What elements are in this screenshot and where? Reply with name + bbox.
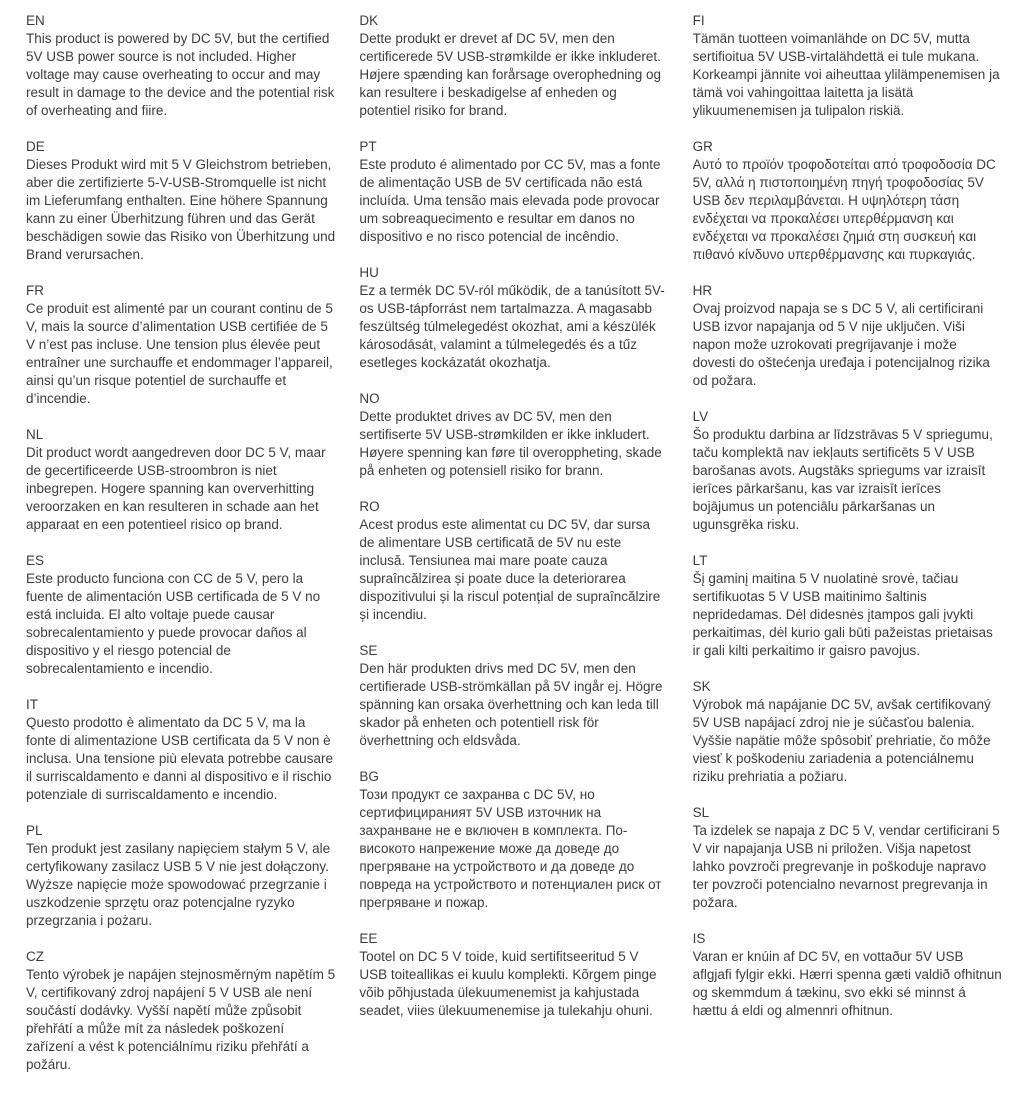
language-code: ES <box>26 553 45 568</box>
notice-section-es <box>26 552 335 678</box>
notice-section-ro <box>359 498 668 624</box>
language-code: GR <box>692 139 713 154</box>
language-code: EN <box>26 13 45 28</box>
notice-text: Tämän tuotteen voimanlähde on DC 5V, mutta sertifioitua 5V USB-virtalähdettä ei tule mukana. Korkeampi jännite voi aiheuttaa ylilämpenemisen ja tämä voi vahingoittaa laitetta ja lisätä ylikuumenemisen ja tulipalon riskiä. <box>692 31 1000 118</box>
notice-text: Dette produktet drives av DC 5V, men den sertifiserte 5V USB-strømkilden er ikke inkludert. Høyere spenning kan føre til overoppheting, skade på enheten og potensiell risiko for brann. <box>359 409 662 478</box>
column-1 <box>26 12 335 1092</box>
notice-text: Šo produktu darbina ar līdzstrāvas 5 V spriegumu, taču komplektā nav iekļauts sertificēts 5 V USB barošanas avots. Augstāks spriegums var izraisīt ierīces pārkaršanu, kas var izraisīt ierīces bojājumus un potenciālu pārkaršanas un ugunsgrēka risku. <box>692 427 993 532</box>
notice-text: Questo prodotto è alimentato da DC 5 V, ma la fonte di alimentazione USB certificata da 5 V non è inclusa. Una tensione più elevata potrebbe causare il surriscaldamento e danni al dispositivo e il rischio potenziale di surriscaldamento e incendio. <box>26 715 333 802</box>
language-code: SE <box>359 643 378 658</box>
notice-text: Varan er knúin af DC 5V, en vottaður 5V USB aflgjafi fylgir ekki. Hærri spenna gæti valdið ofhitnun og skemmdum á tækinu, svo ekki sé minnst á hættu á eldi og almennri ofhitnun. <box>692 949 1002 1018</box>
language-code: FR <box>26 283 44 298</box>
language-code: NL <box>26 427 44 442</box>
notice-text: Šį gaminį maitina 5 V nuolatinė srovė, tačiau sertifikuotas 5 V USB maitinimo šaltinis nepridedamas. Dėl didesnės įtampos gali įvykti perkaitimas, dėl kurio gali būti pažeistas prietaisas ir gali kilti perkaitimo ir gaisro pavojus. <box>692 571 993 658</box>
notice-section-lv <box>693 408 1002 534</box>
language-code: PT <box>359 139 377 154</box>
language-code: NO <box>359 391 380 406</box>
language-code: SL <box>692 805 710 820</box>
language-code: DE <box>26 139 45 154</box>
language-code: EE <box>359 931 378 946</box>
notice-text: Този продукт се захранва с DC 5V, но сертифицираният 5V USB източник на захранване не е включен в комплекта. По-високото напрежение може да доведе до прегряване на устройството и да доведе до повреда на устройството и потенциален риск от прегряване и пожар. <box>359 787 662 910</box>
notice-section-no <box>359 390 668 480</box>
notice-section-nl <box>26 426 335 534</box>
notice-section-fi <box>693 12 1002 120</box>
notice-section-se <box>359 642 668 750</box>
column-3 <box>693 12 1002 1092</box>
notice-text: Den här produkten drivs med DC 5V, men den certifierade USB-strömkällan på 5V ingår ej. Högre spänning kan orsaka överhettning och kan leda till skador på enheten och potentiell risk för överhettning och eldsvåda. <box>359 661 663 748</box>
notice-section-it <box>26 696 335 804</box>
notice-text: Acest produs este alimentat cu DC 5V, dar sursa de alimentare USB certificată de 5V nu este inclusă. Tensiunea mai mare poate cauza supraîncălzirea și poate duce la deteriorarea dispozitivului și la riscul potențial de supraîncălzire și incendiu. <box>359 517 661 622</box>
notice-text: Dit product wordt aangedreven door DC 5 V, maar de gecertificeerde USB-stroombron is niet inbegrepen. Hogere spanning kan oververhitting veroorzaken en kan resulteren in schade aan het apparaat en een potentieel risico op brand. <box>26 445 326 532</box>
column-2 <box>359 12 668 1092</box>
notice-text: Este producto funciona con CC de 5 V, pero la fuente de alimentación USB certificada de 5 V no está incluida. El alto voltaje puede causar sobrecalentamiento y puede provocar daños al dispositivo y el riesgo potencial de sobrecalentamiento e incendio. <box>26 571 321 676</box>
notice-section-sl <box>693 804 1002 912</box>
notice-section-is <box>693 930 1002 1020</box>
notice-section-fr <box>26 282 335 408</box>
notice-section-gr <box>693 138 1002 264</box>
language-code: DK <box>359 13 379 28</box>
language-code: CZ <box>26 949 44 964</box>
notice-section-pl <box>26 822 335 930</box>
notice-section-lt <box>693 552 1002 660</box>
notice-text: Dieses Produkt wird mit 5 V Gleichstrom betrieben, aber die zertifizierte 5-V-USB-Stromquelle ist nicht im Lieferumfang enthalten. Eine höhere Spannung kann zu einer Überhitzung führen und das Gerät beschädigen sowie das Risiko von Überhitzung und Brand verursachen. <box>26 157 336 262</box>
notice-text: Ovaj proizvod napaja se s DC 5 V, ali certificirani USB izvor napajanja od 5 V nije uključen. Viši napon može uzrokovati pregrijavanje i može dovesti do oštećenja uređaja i potencijalnog rizika od požara. <box>692 301 990 388</box>
notice-text: Αυτό το προϊόν τροφοδοτείται από τροφοδοσία DC 5V, αλλά η πιστοποιημένη πηγή τροφοδοσίας 5V USB δεν περιλαμβάνεται. Η υψηλότερη τάση ενδέχεται να προκαλέσει υπερθέρμανση και ενδέχεται να προκαλέσει ζημιά στη συσκευή και πιθανό κίνδυνο υπερθέρμανσης και πυρκαγιάς. <box>692 157 996 262</box>
language-code: RO <box>359 499 380 514</box>
notice-section-pt <box>359 138 668 246</box>
notice-text: Este produto é alimentado por CC 5V, mas a fonte de alimentação USB de 5V certificada não está incluída. Uma tensão mais elevada pode provocar um sobreaquecimento e resultar em danos no dispositivo e no risco potencial de incêndio. <box>359 157 661 244</box>
language-code: BG <box>359 769 379 784</box>
notice-section-ee <box>359 930 668 1020</box>
language-code: SK <box>692 679 711 694</box>
notice-section-de <box>26 138 335 264</box>
notice-text: Tento výrobek je napájen stejnosměrným napětím 5 V, certifikovaný zdroj napájení 5 V USB ale není součástí dodávky. Vyšší napětí může způsobit přehřátí a může mít za následek poškození zařízení a vést k potenciálnímu riziku přehřátí a požáru. <box>26 967 336 1072</box>
language-code: IT <box>26 697 38 712</box>
notice-text: Ez a termék DC 5V-ról működik, de a tanúsított 5V-os USB-tápforrást nem tartalmazza. A magasabb feszültség túlmelegedést okozhat, ami a készülék károsodását, valamint a túlmelegedés és a tűz esetleges kockázatát okozhatja. <box>359 283 665 370</box>
notice-text: Ten produkt jest zasilany napięciem stałym 5 V, ale certyfikowany zasilacz USB 5 V nie jest dołączony. Wyższe napięcie może spowodować przegrzanie i uszkodzenie sprzętu oraz potencjalne ryzyko przegrzania i pożaru. <box>26 841 331 928</box>
language-code: FI <box>692 13 705 28</box>
notice-section-cz <box>26 948 335 1074</box>
notice-section-hr <box>693 282 1002 390</box>
notice-text: Ce produit est alimenté par un courant continu de 5 V, mais la source d’alimentation USB certifiée de 5 V n’est pas incluse. Une tension plus élevée peut entraîner une surchauffe et endommager l’appareil, ainsi qu’un risque potentiel de surchauffe et d’incendie. <box>26 301 333 406</box>
notice-text: This product is powered by DC 5V, but the certified 5V USB power source is not included. Higher voltage may cause overheating to occur and may result in damage to the device and the potential risk of overheating and fiire. <box>26 31 335 118</box>
language-code: HR <box>692 283 713 298</box>
language-code: LT <box>692 553 708 568</box>
language-code: LV <box>692 409 709 424</box>
notice-section-bg <box>359 768 668 912</box>
notice-text: Dette produkt er drevet af DC 5V, men den certificerede 5V USB-strømkilde er ikke inkluderet. Højere spænding kan forårsage overophedning og kan resultere i beskadigelse af enheden og potentiel risiko for brand. <box>359 31 662 118</box>
notice-text: Ta izdelek se napaja z DC 5 V, vendar certificirani 5 V vir napajanja USB ni priložen. Višja napetost lahko povzroči pregrevanje in poškoduje napravo ter povzroči potencialno nevarnost pregrevanja in požara. <box>692 823 1000 910</box>
notice-section-en <box>26 12 335 120</box>
language-code: HU <box>359 265 379 280</box>
notice-section-dk <box>359 12 668 120</box>
language-code: PL <box>26 823 43 838</box>
notice-text: Výrobok má napájanie DC 5V, avšak certifikovaný 5V USB napájací zdroj nie je súčasťou balenia. Vyššie napätie môže spôsobiť prehriatie, čo môže viesť k poškodeniu zariadenia a potenciálnemu riziku prehriatia a požiaru. <box>692 697 991 784</box>
notice-text: Tootel on DC 5 V toide, kuid sertifitseeritud 5 V USB toiteallikas ei kuulu komplekti. Kõrgem pinge võib põhjustada ülekuumenemist ja kahjustada seadet, viies ülekuumenemise ja tulekahju ohuni. <box>359 949 657 1018</box>
notice-section-hu <box>359 264 668 372</box>
language-code: IS <box>692 931 706 946</box>
notice-section-sk <box>693 678 1002 786</box>
